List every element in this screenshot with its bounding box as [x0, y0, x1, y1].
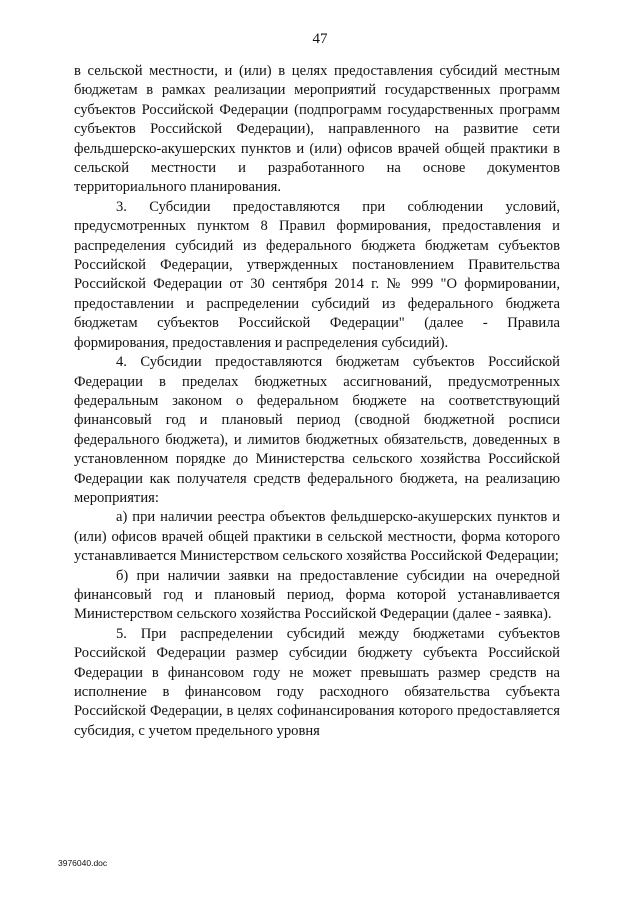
paragraph-subitem-b: б) при наличии заявки на предоставление субсидии на очередной финансовый год и плановый период, форма которой устанавливается Министерством сельского хозяйства Российской Федерации (далее - заявка). — [74, 567, 560, 623]
page-number: 47 — [312, 31, 328, 47]
document-body — [74, 62, 560, 741]
paragraph-item-4: 4. Субсидии предоставляются бюджетам субъектов Российской Федерации в пределах бюджетных ассигнований, предусмотренных федеральным законом о федеральном бюджете на соответствующий финансовый год и плановый период (сводной бюджетной росписи федерального бюджета), и лимитов бюджетных обязательств, доведенных в установленном порядке до Министерства сельского хозяйства Российской Федерации как получателя средств федерального бюджета, на реализацию мероприятия: — [74, 354, 560, 506]
paragraph-item-3: 3. Субсидии предоставляются при соблюдении условий, предусмотренных пунктом 8 Правил формирования, предоставления и распределения субсидий из федерального бюджета бюджетам субъектов Российской Федерации, утвержденных постановлением Правительства Российской Федерации от 30 сентября 2014 г. № 999 "О формировании, предоставлении и распределении субсидий из федерального бюджета бюджетам субъектов Российской Федерации" (далее - Правила формирования, предоставления и распределения субсидий). — [74, 198, 560, 351]
paragraph-item-5: 5. При распределении субсидий между бюджетами субъектов Российской Федерации размер субсидии бюджету субъекта Российской Федерации в финансовом году не может превышать размер средств на исполнение в финансовом году расходного обязательства субъекта Российской Федерации, в целях софинансирования которого предоставляется субсидия, с учетом предельного уровня — [74, 625, 560, 739]
footer-filename: 3976040.doc — [58, 858, 108, 868]
paragraph-subitem-a: а) при наличии реестра объектов фельдшерско-акушерских пунктов и (или) офисов врачей общей практики в сельской местности, форма которого устанавливается Министерством сельского хозяйства Российской Федерации; — [74, 509, 560, 565]
paragraph-continuation: в сельской местности, и (или) в целях предоставления субсидий местным бюджетам в рамках реализации мероприятий государственных программ субъектов Российской Федерации (подпрограмм государственных программ субъектов Российской Федерации), направленного на развитие сети фельдшерско-акушерских пунктов и (или) офисов врачей общей практики в сельской местности и разработанного на основе документов территориального планирования. — [74, 63, 560, 196]
